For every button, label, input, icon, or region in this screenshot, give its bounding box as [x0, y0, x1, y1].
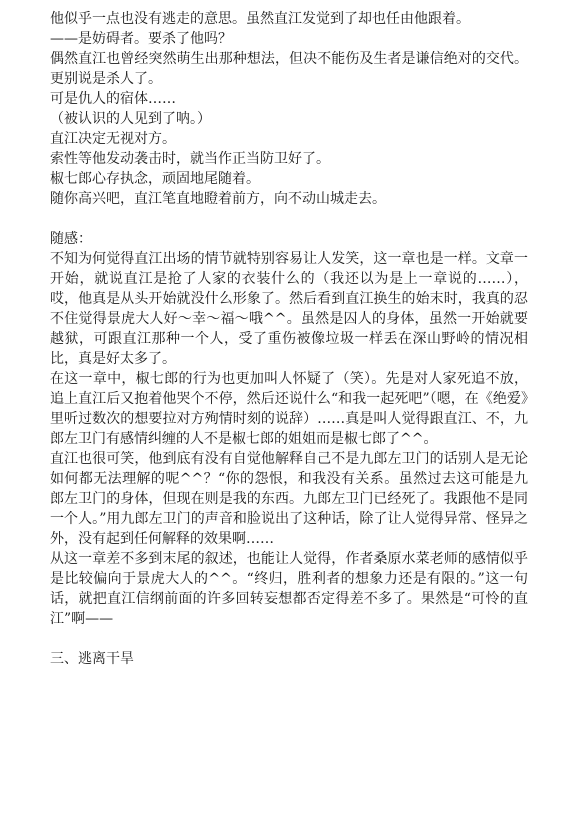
paragraph-spacer	[50, 209, 528, 229]
story-paragraph: 偶然直江也曾经突然萌生出那种想法，但决不能伤及生者是谦信绝对的交代。更别说是杀人了。	[50, 51, 528, 87]
notes-paragraph: 不知为何觉得直江出场的情节就特别容易让人发笑，这一章也是一样。文章一开始，就说直江是抢了人家的衣装什么的（我还以为是上一章说的……），哎，他真是从头开始就没什么形象了。然后看到直江换生的始末时，我真的忍不住觉得景虎大人好～幸～福～哦^^。虽然是囚人的身体，虽然一开始就要越狱，可跟直江那种一个人，受了重伤被像垃圾一样丢在深山野岭的情况相比，真是好太多了。	[50, 251, 528, 367]
story-paragraph: 直江决定无视对方。	[50, 131, 176, 147]
notes-paragraph: 从这一章差不多到末尾的叙述，也能让人觉得，作者桑原水菜老师的感情似乎是比较偏向于景虎大人的^^。“终归，胜利者的想象力还是有限的。”这一句话，就把直江信纲前面的许多回转妄想都否定得差不多了。果然是“可怜的直江”啊——	[50, 551, 528, 627]
story-paragraph: 椒七郎心存执念，顽固地尾随着。	[50, 171, 260, 187]
notes-paragraph: 直江也很可笑，他到底有没有自觉他解释自己不是九郎左卫门的话别人是无论如何都无法理解的呢^^？“你的怨恨，和我没有关系。虽然过去这可能是九郎左卫门的身体，但现在则是我的东西。九郎左卫门已经死了。我跟他不是同一个人。”用九郎左卫门的声音和脸说出了这种话，除了让人觉得异常、怪异之外，没有起到任何解释的效果啊……	[50, 451, 528, 547]
notes-paragraph: 在这一章中，椒七郎的行为也更加叫人怀疑了（笑）。先是对人家死追不放，追上直江后又抱着他哭个不停，然后还说什么“和我一起死吧”（嗯，在《绝爱》里听过数次的想要拉对方殉情时刻的说辞）……真是叫人觉得跟直江、不，九郎左卫门有感情纠缠的人不是椒七郎的姐姐而是椒七郎了^^。	[50, 371, 528, 447]
story-paragraph: 随你高兴吧，直江笔直地瞪着前方，向不动山城走去。	[50, 191, 386, 207]
section-title: 三、逃离干旱	[50, 651, 134, 667]
story-paragraph: 他似乎一点也没有逃走的意思。虽然直江发觉到了却也任由他跟着。	[50, 11, 470, 27]
text-column	[50, 9, 528, 669]
story-paragraph: ——是妨碍者。要杀了他吗？	[50, 31, 232, 47]
paragraph-spacer	[50, 629, 528, 649]
notes-heading: 随感：	[50, 231, 92, 247]
story-paragraph: 索性等他发动袭击时，就当作正当防卫好了。	[50, 151, 330, 167]
story-paragraph: （被认识的人见到了呐。）	[50, 111, 211, 127]
story-paragraph: 可是仇人的宿体……	[50, 91, 176, 107]
